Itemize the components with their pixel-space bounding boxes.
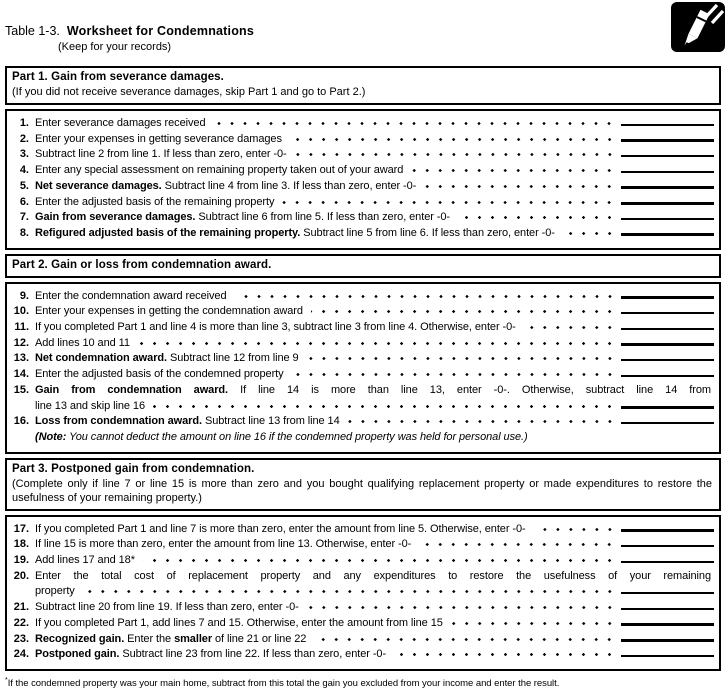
text-segment: line 13 and skip line 16	[35, 399, 145, 412]
line-number: 18.	[13, 538, 29, 551]
line-text	[35, 132, 282, 148]
line-number: 12.	[13, 336, 29, 349]
text-segment: If line 15 is more than zero, enter the amount from line 13. Otherwise, enter -0-	[35, 538, 412, 551]
text-segment: Gain from condemnation award.	[35, 383, 229, 396]
dot-leader	[458, 215, 616, 220]
answer-line	[621, 312, 714, 315]
worksheet-row	[12, 226, 714, 242]
text-segment: Add lines 10 and 11	[35, 336, 130, 349]
dot-leader	[153, 404, 616, 409]
line-number: 23.	[13, 632, 29, 645]
line-text	[35, 600, 299, 616]
answer-line	[621, 155, 714, 158]
line-text	[35, 304, 303, 320]
worksheet-row	[12, 647, 714, 663]
answer-line	[621, 655, 714, 658]
text-segment: Enter your expenses in getting the condemnation award	[35, 305, 303, 318]
text-segment: Enter the adjusted basis of the remaining property	[35, 195, 275, 208]
part-title: Part 3. Postponed gain from condemnation.	[12, 462, 255, 475]
text-segment: Enter your expenses in getting severance damages	[35, 132, 282, 145]
line-number: 7.	[19, 211, 29, 224]
pencil-icon	[671, 2, 725, 52]
worksheet-row	[12, 553, 714, 569]
line-text	[35, 430, 528, 446]
answer-line	[621, 343, 714, 346]
worksheet-row	[12, 600, 714, 616]
dot-leader	[314, 637, 616, 642]
answer-line	[621, 171, 714, 174]
title-line	[5, 24, 721, 39]
worksheet-row	[12, 336, 714, 352]
answer-line	[621, 218, 714, 221]
worksheet-row	[12, 116, 714, 132]
dot-leader	[307, 356, 616, 361]
worksheet-row	[12, 414, 714, 430]
worksheet-row	[12, 179, 714, 195]
answer-line	[621, 623, 714, 626]
answer-line	[621, 545, 714, 548]
text-segment: Enter the	[124, 632, 175, 645]
line-number: 9.	[19, 289, 29, 302]
table-number-label: Table 1-3.	[5, 24, 60, 38]
text-segment: property	[35, 585, 75, 598]
part-title: Part 1. Gain from severance damages.	[12, 71, 224, 83]
answer-line	[621, 529, 714, 532]
worksheet-row	[12, 537, 714, 553]
dot-leader	[563, 231, 616, 236]
dot-leader	[411, 168, 616, 173]
dot-leader	[83, 589, 616, 594]
text-segment: Gain from severance damages.	[35, 211, 196, 224]
line-text	[35, 226, 555, 242]
answer-line	[621, 139, 714, 142]
dot-leader	[295, 152, 616, 157]
line-text	[35, 351, 299, 367]
dot-leader	[213, 121, 616, 126]
line-text	[35, 414, 340, 430]
line-text	[35, 647, 386, 663]
text-segment: Subtract line 13 from line 14	[201, 415, 340, 428]
line-number: 13.	[13, 352, 29, 365]
answer-line	[621, 186, 714, 189]
dot-leader	[143, 558, 616, 563]
line-text	[35, 632, 306, 648]
footnote-text: If the condemned property was your main home, subtract from this total the gain you excluded from your income and enter the result.	[7, 677, 560, 689]
worksheet-row	[12, 569, 714, 585]
answer-line	[621, 639, 714, 642]
line-number: 17.	[13, 522, 29, 535]
line-number: 14.	[13, 368, 29, 381]
answer-line	[621, 406, 714, 409]
text-segment: Subtract line 20 from line 19. If less than zero, enter -0-	[35, 601, 299, 614]
worksheet-row	[12, 289, 714, 305]
answer-line	[621, 561, 714, 564]
answer-line	[621, 592, 714, 595]
line-number: 11.	[14, 321, 29, 334]
line-number: 22.	[13, 616, 29, 629]
text-segment: Subtract line 23 from line 22. If less than zero, enter -0-	[119, 648, 387, 661]
line-text	[35, 399, 145, 415]
worksheet-row	[12, 351, 714, 367]
text-segment: Net condemnation award.	[35, 352, 168, 365]
dot-leader	[292, 372, 616, 377]
worksheet-row	[12, 584, 714, 600]
part-heading-3	[5, 458, 721, 511]
text-segment: Subtract line 2 from line 1. If less than zero, enter -0-	[35, 148, 287, 161]
text-segment: Loss from condemnation award.	[35, 415, 202, 428]
text-segment: Add lines 17 and 18*	[35, 554, 135, 567]
text-segment: Enter the adjusted basis of the condemned property	[35, 368, 284, 381]
worksheet-row	[12, 210, 714, 226]
line-text	[35, 147, 287, 163]
dot-leader	[138, 341, 616, 346]
header-subtitle: (Keep for your records)	[58, 41, 172, 53]
worksheet-row	[12, 430, 714, 446]
text-segment: Enter the total cost of replacement property and any expenditures to restore the usefulness of your remaining	[35, 569, 711, 582]
footnote	[5, 675, 721, 690]
dot-leader	[424, 184, 616, 189]
line-text	[35, 584, 75, 600]
line-text	[35, 569, 714, 585]
dot-leader	[311, 309, 616, 314]
answer-line	[621, 359, 714, 362]
answer-line	[621, 422, 714, 425]
dot-leader	[348, 419, 616, 424]
line-text	[35, 210, 450, 226]
part-title: Part 2. Gain or loss from condemnation award.	[12, 258, 272, 271]
line-number: 8.	[19, 226, 29, 239]
line-number: 2.	[19, 132, 29, 145]
line-text	[35, 537, 411, 553]
line-number: 4.	[19, 164, 29, 177]
text-segment: If line 14 is more than line 13, enter -0-. Otherwise, subtract line 14 from	[228, 383, 711, 396]
footnote-marker: *	[5, 676, 8, 684]
worksheet-row	[12, 522, 714, 538]
text-segment: If you completed Part 1 and line 7 is more than zero, enter the amount from line 5. Otherwise, enter -0-	[35, 522, 526, 535]
worksheet-row	[12, 383, 714, 399]
answer-line	[621, 124, 714, 127]
worksheet-row	[12, 195, 714, 211]
answer-line	[621, 233, 714, 236]
line-text	[35, 383, 714, 399]
text-segment: of line 21 or line 22	[212, 632, 307, 645]
worksheet	[5, 66, 721, 671]
line-number: 10.	[13, 305, 29, 318]
line-number: 1.	[19, 117, 29, 129]
worksheet-row	[12, 632, 714, 648]
part-subtitle: (If you did not receive severance damages, skip Part 1 and go to Part 2.)	[12, 86, 366, 98]
line-number: 24.	[13, 648, 29, 661]
part-body-1	[5, 109, 721, 250]
worksheet-row	[12, 132, 714, 148]
text-segment: smaller	[174, 632, 213, 645]
part-heading-1	[5, 66, 721, 105]
text-segment: You cannot deduct the amount on line 16 if the condemned property was held for personal use.)	[66, 430, 528, 443]
dot-leader	[394, 652, 616, 657]
line-number: 21.	[13, 601, 29, 614]
line-text	[35, 367, 284, 383]
text-segment: Postponed gain.	[35, 648, 120, 661]
text-segment: Enter the condemnation award received	[35, 289, 227, 302]
line-text	[35, 336, 130, 352]
answer-line	[621, 202, 714, 205]
worksheet-row	[12, 147, 714, 163]
dot-leader	[451, 621, 616, 626]
line-text	[35, 163, 403, 179]
line-text	[35, 289, 227, 305]
line-number: 20.	[13, 569, 29, 582]
worksheet-row	[12, 304, 714, 320]
worksheet-row	[12, 367, 714, 383]
dot-leader	[307, 605, 616, 610]
line-text	[35, 522, 526, 538]
line-number: 15.	[13, 383, 29, 396]
line-number: 6.	[19, 195, 29, 208]
text-segment: Subtract line 4 from line 3. If less than zero, enter -0-	[161, 179, 417, 192]
part-subtitle: (Complete only if line 7 or line 15 is more than zero and you bought qualifying replacement property or made expenditures to restore the usefulness of your remaining property.)	[12, 477, 712, 504]
answer-line	[621, 608, 714, 611]
line-number: 5.	[19, 179, 29, 192]
line-text	[35, 195, 274, 211]
answer-line	[621, 375, 714, 378]
text-segment: Refigured adjusted basis of the remaining property.	[35, 226, 301, 239]
dot-leader	[282, 200, 616, 205]
worksheet-row	[12, 616, 714, 632]
text-segment: Enter severance damages received	[35, 117, 206, 129]
page-title: Worksheet for Condemnations	[66, 24, 255, 38]
dot-leader	[235, 294, 617, 299]
line-number: 16.	[13, 415, 29, 428]
answer-line	[621, 328, 714, 331]
dot-leader	[290, 137, 616, 142]
text-segment: (Note:	[35, 430, 67, 443]
text-segment: Recognized gain.	[35, 632, 125, 645]
worksheet-row	[12, 163, 714, 179]
dot-leader	[419, 542, 616, 547]
line-number: 19.	[13, 554, 29, 567]
answer-line	[621, 296, 714, 299]
part-body-3	[5, 515, 721, 671]
line-text	[35, 320, 516, 336]
text-segment: Subtract line 12 from line 9	[167, 352, 299, 365]
part-heading-2	[5, 254, 721, 278]
text-segment: If you completed Part 1, add lines 7 and 15. Otherwise, enter the amount from line 15	[35, 616, 443, 629]
dot-leader	[524, 325, 616, 330]
line-text	[35, 179, 416, 195]
line-text	[35, 616, 443, 632]
text-segment: Enter any special assessment on remaining property taken out of your award	[35, 164, 404, 177]
dot-leader	[534, 527, 616, 532]
part-body-2	[5, 282, 721, 454]
worksheet-row	[12, 399, 714, 415]
line-number: 3.	[19, 148, 29, 161]
text-segment: Subtract line 6 from line 5. If less than zero, enter -0-	[195, 211, 450, 224]
text-segment: Net severance damages.	[35, 179, 162, 192]
line-text	[35, 116, 205, 132]
worksheet-row	[12, 320, 714, 336]
text-segment: Subtract line 5 from line 6. If less than zero, enter -0-	[300, 226, 555, 239]
text-segment: If you completed Part 1 and line 4 is more than line 3, subtract line 3 from line 4. Otherwise, enter -0-	[35, 321, 516, 334]
line-text	[35, 553, 135, 569]
document-header	[5, 24, 721, 54]
